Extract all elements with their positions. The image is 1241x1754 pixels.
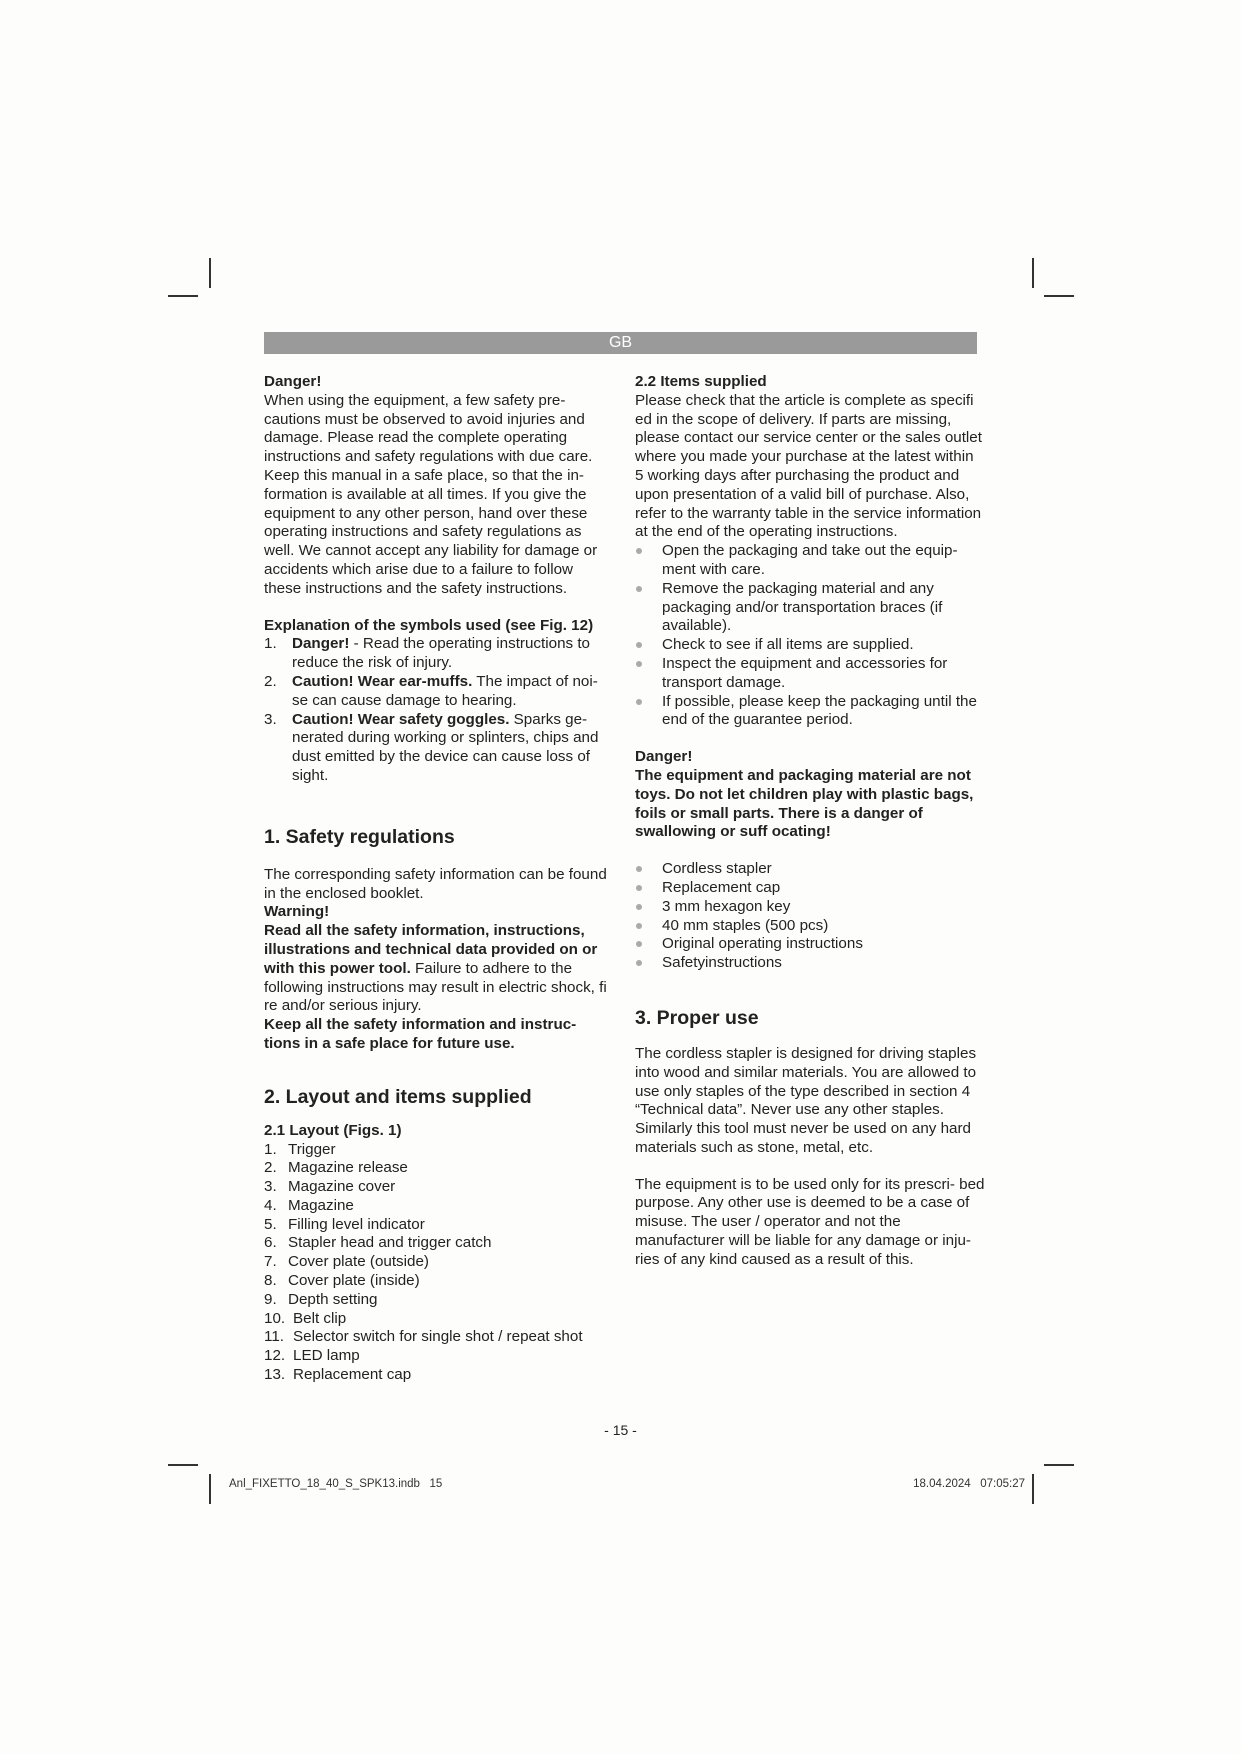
crop-mark [1044,1464,1074,1466]
left-column [264,373,614,1385]
bullet-icon [636,586,642,592]
items-supplied-heading: 2.2 Items supplied [635,373,767,390]
list-item: 3. Caution! Wear safety goggles. Sparks ge- nerated during working or splinters, chips and dust emitted by the device can cause loss of sight. [264,710,599,784]
danger-paragraph-2: The equipment and packaging material are not toys. Do not let children play with plastic bags, foils or small parts. There is a danger of swallowing or suff ocating! [635,766,974,841]
bullet-icon [636,941,642,947]
list-item: 2. Caution! Wear ear-muffs. The impact of noi- se can cause damage to hearing. [264,672,598,709]
footer-filename: Anl_FIXETTO_18_40_S_SPK13.indb 15 [229,1478,443,1490]
symbols-list [264,635,614,785]
list-item: 6. Stapler head and trigger catch [264,1234,492,1252]
section-1-heading: 1. Safety regulations [264,825,455,848]
right-column [635,373,985,1270]
section-2-heading: 2. Layout and items supplied [264,1085,532,1108]
bullet-icon [636,923,642,929]
bullet-icon [636,960,642,966]
list-item: Replacement cap [635,879,985,898]
list-item: Safetyinstructions [635,954,985,973]
list-item: 11. Selector switch for single shot / repeat shot [264,1328,583,1346]
list-item: 3. Magazine cover [264,1178,396,1196]
list-item: Remove the packaging material and any packaging and/or transportation braces (if available). [635,580,985,636]
list-item: 1. Danger! - Read the operating instructions to reduce the risk of injury. [264,635,590,672]
list-item: Inspect the equipment and accessories for transport damage. [635,655,985,693]
layout-heading: 2.1 Layout (Figs. 1) [264,1121,402,1139]
list-item: Cordless stapler [635,860,985,879]
proper-use-paragraph-1: The cordless stapler is designed for driving staples into wood and similar materials. You are allowed to use only staples of the type described in section 4 “Technical data”. Never use any other staples. [635,1044,977,1119]
list-item: 3 mm hexagon key [635,898,985,917]
list-item: 5. Filling level indicator [264,1215,425,1233]
list-item: 4. Magazine [264,1196,354,1214]
crop-mark [168,1464,198,1466]
crop-mark [1044,295,1074,297]
list-item: 2. Magazine release [264,1159,408,1177]
list-item: 12. LED lamp [264,1347,360,1365]
list-item: 40 mm staples (500 pcs) [635,917,985,936]
bullet-icon [636,642,642,648]
list-item: 8. Cover plate (inside) [264,1272,420,1290]
bullet-icon [636,904,642,910]
layout-list [264,1141,614,1385]
proper-use-paragraph-2: Similarly this tool must never be used on any hard materials such as stone, metal, etc. [635,1120,971,1156]
bullet-icon [636,866,642,872]
danger-paragraph: When using the equipment, a few safety pre- cautions must be observed to avoid injuries and damage. Please read the complete operating instructions and safety regulations with due care. Keep this manual in a safe place, so that the in- formation is available at all times. If you give the equipment to any other person, hand over these operating instructions and safety regulations as well. We cannot accept any liability for damage or accidents which arise due to a failure to follow these instructions and the safety instructions. [264,391,598,597]
list-item: If possible, please keep the packaging until the end of the guarantee period. [635,693,985,731]
safety-paragraph: The corresponding safety information can be found in the enclosed booklet. [264,865,607,902]
warning-paragraph: Read all the safety information, instructions, illustrations and technical data provided on or with this power tool. Failure to adhere to the following instructions may result in electric shock, fi re and/or serious injury. [264,922,607,1015]
warning-heading: Warning! [264,903,330,921]
crop-mark [1032,258,1034,288]
keep-info-paragraph: Keep all the safety information and instruc- tions in a safe place for future use. [264,1016,577,1052]
crop-mark [168,295,198,297]
unpacking-list [635,542,985,730]
list-item: 10. Belt clip [264,1309,347,1327]
page-number: - 15 - [604,1422,637,1438]
items-list [635,860,985,973]
section-3-heading: 3. Proper use [635,1006,759,1029]
danger-heading: Danger! [264,373,322,390]
list-item: 9. Depth setting [264,1290,378,1308]
list-item: 7. Cover plate (outside) [264,1253,429,1271]
language-header-bar: GB [264,332,977,354]
list-item: Check to see if all items are supplied. [635,636,985,655]
crop-mark [209,258,211,288]
bullet-icon [636,548,642,554]
proper-use-paragraph-3: The equipment is to be used only for its prescri- bed purpose. Any other use is deemed to be a case of misuse. The user / operator and not the manufacturer will be liable for any damage or inju- ries of any kind caused as a result of this. [635,1175,985,1268]
crop-mark [1032,1474,1034,1504]
bullet-icon [636,885,642,891]
danger-heading-2: Danger! [635,748,693,766]
bullet-icon [636,699,642,705]
list-item: 13. Replacement cap [264,1366,412,1384]
items-supplied-paragraph: Please check that the article is complete as specifi ed in the scope of delivery. If parts are missing, please contact our service center or the sales outlet where you made your purchase at the latest within 5 working days after purchasing the product and upon presentation of a valid bill of purchase. Also, refer to the warranty table in the service information at the end of the operating instructions. [635,391,982,541]
bullet-icon [636,661,642,667]
footer-timestamp: 18.04.2024 07:05:27 [913,1478,1025,1490]
list-item: Original operating instructions [635,935,985,954]
symbols-heading: Explanation of the symbols used (see Fig. 12) [264,616,594,634]
list-item: 1. Trigger [264,1140,336,1158]
crop-mark [209,1474,211,1504]
list-item: Open the packaging and take out the equip- ment with care. [635,542,985,580]
